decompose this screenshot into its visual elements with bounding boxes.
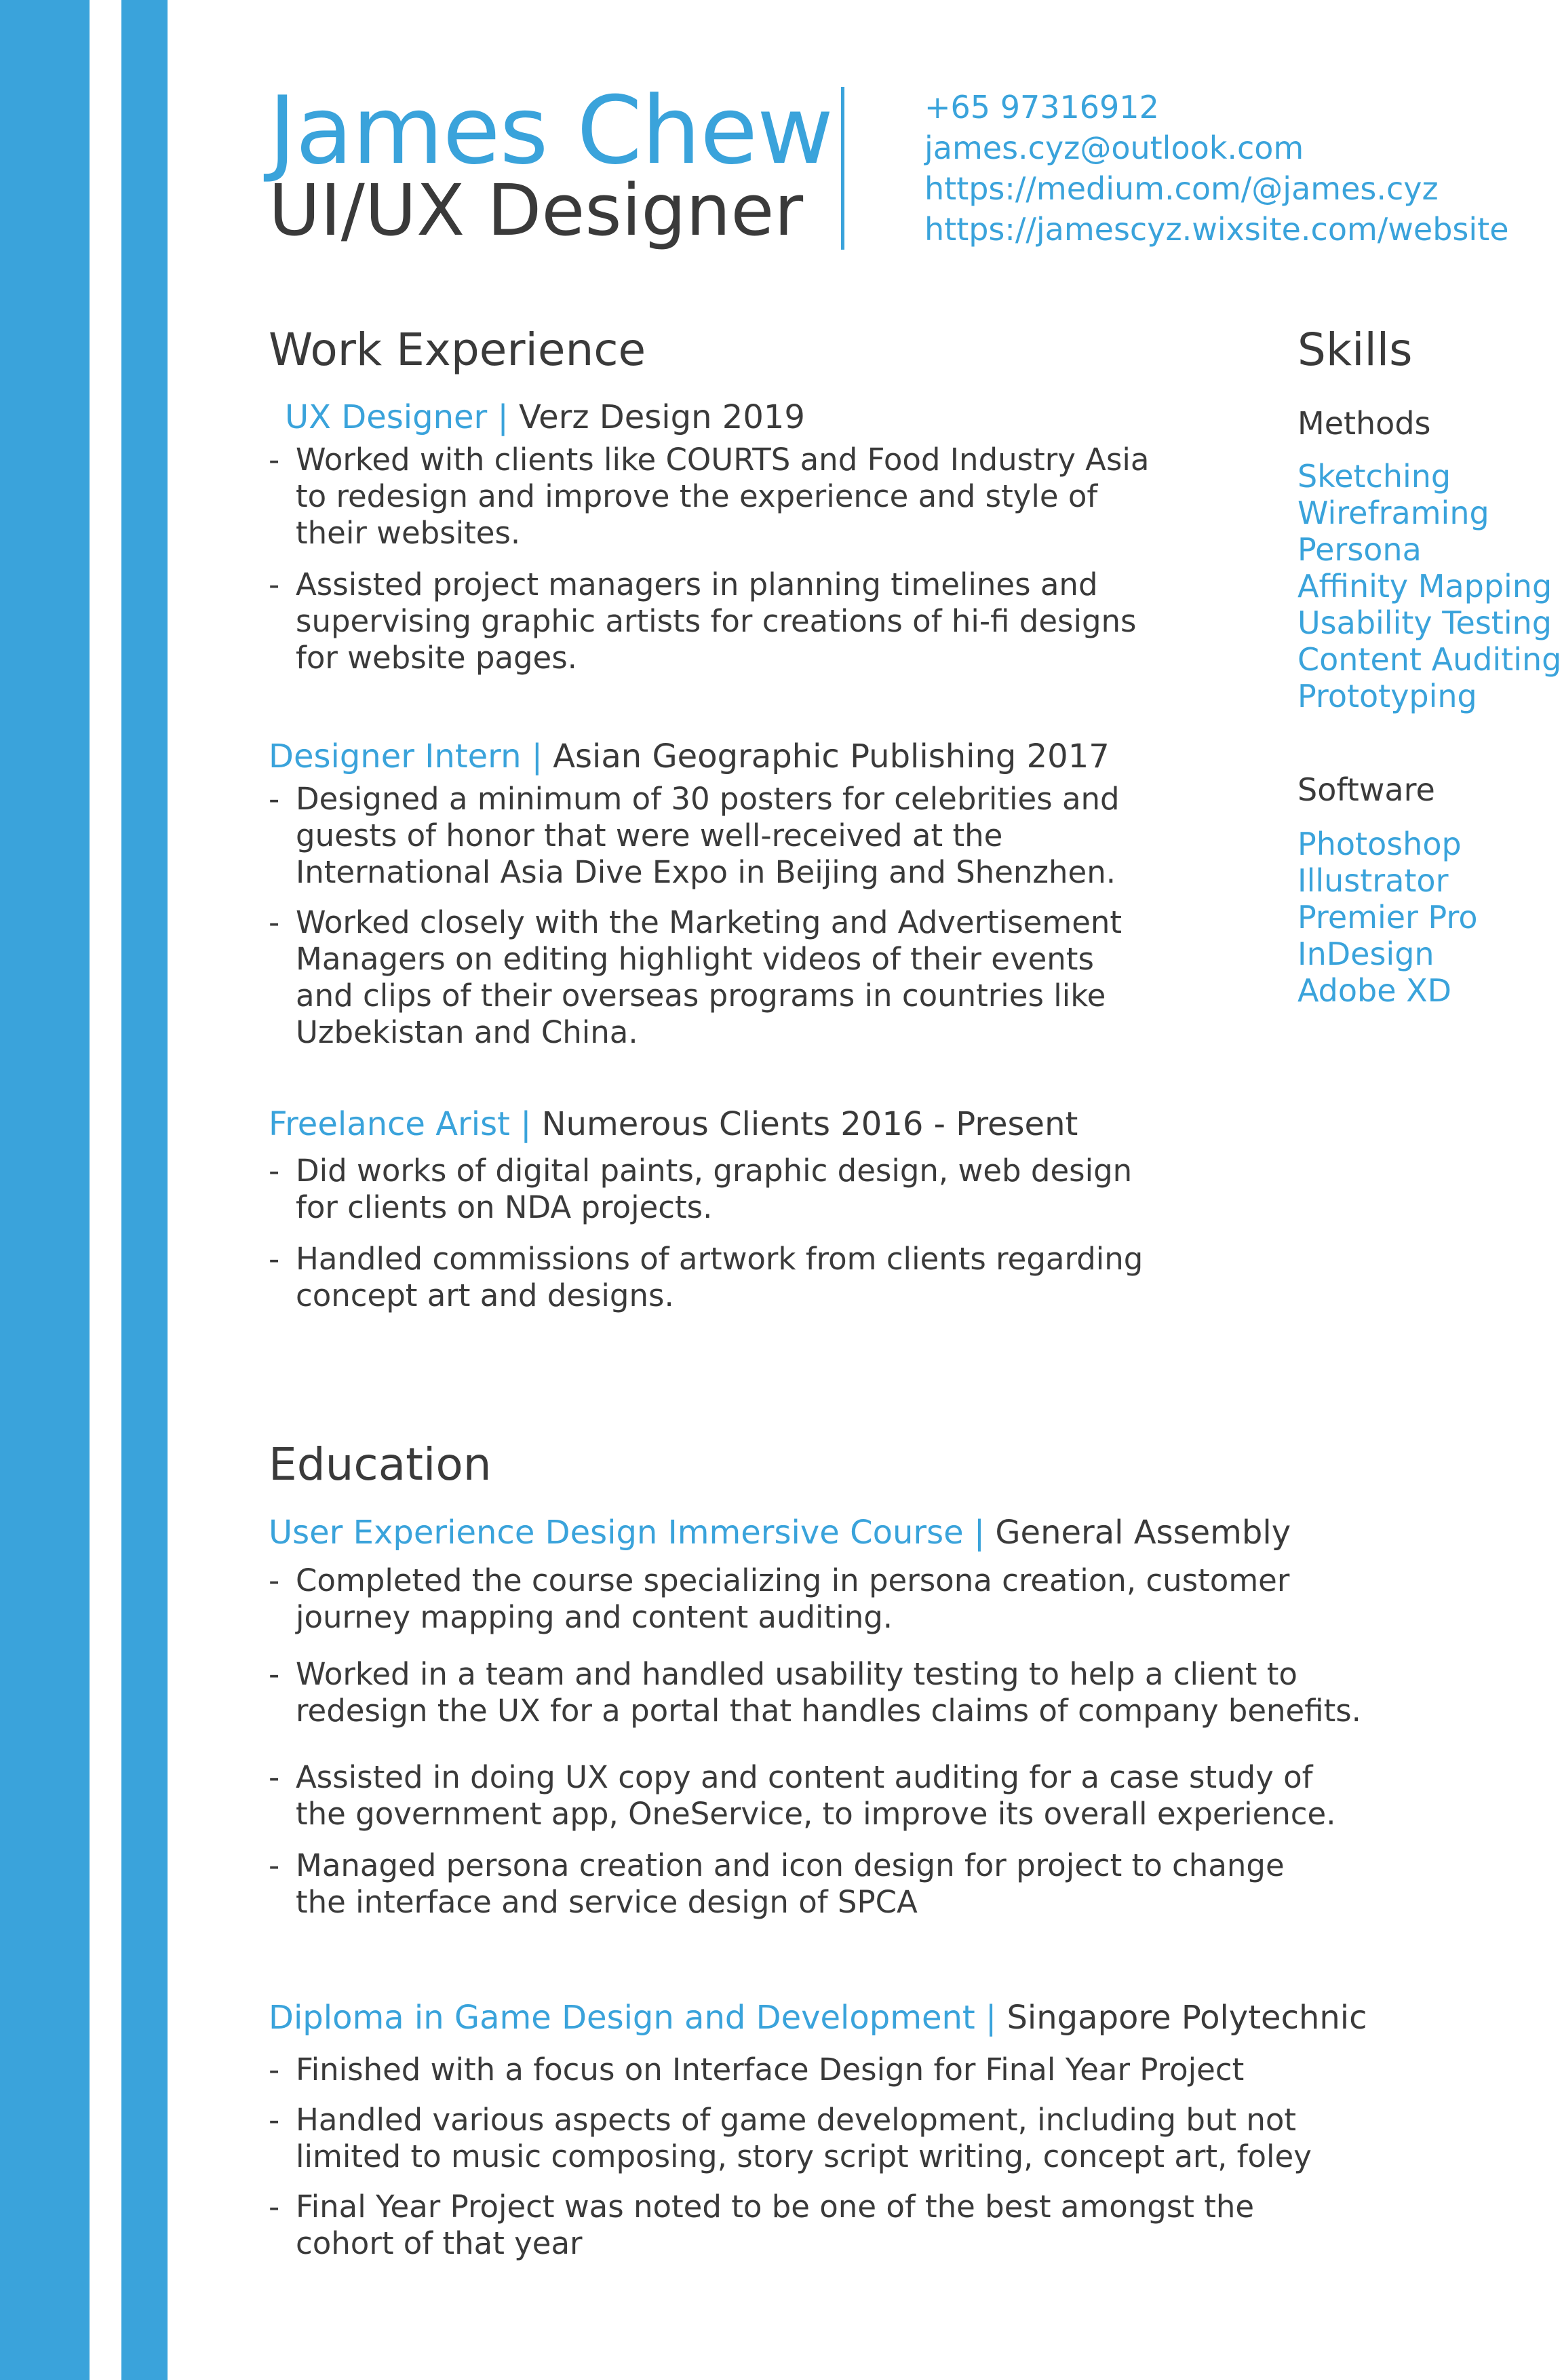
bullet-item [269,2189,1367,2262]
bullet-item [269,1847,1361,1921]
education-institution: Singapore Polytechnic [1007,1999,1367,2037]
bullet-item [269,2052,1367,2088]
job-organization: Asian Geographic Publishing 2017 [553,737,1110,775]
left-stripe-wide [0,0,90,2380]
bullet-item [269,442,1149,552]
candidate-name: James Chew [269,76,833,185]
work-experience-heading: Work Experience [269,324,646,376]
job-organization: Verz Design 2019 [518,398,805,436]
job-role: Designer Intern [269,737,522,775]
job-bullets [269,781,1122,1051]
email-link[interactable]: james.cyz@outlook.com [924,130,1304,166]
medium-link[interactable]: https://medium.com/@james.cyz [924,170,1439,207]
bullet-item [269,1153,1143,1226]
job-organization: Numerous Clients 2016 - Present [541,1105,1078,1143]
job-role: UX Designer [285,398,488,436]
bullet-item [269,567,1149,676]
job-heading [269,1104,1143,1145]
skill-item: Prototyping [1297,678,1477,714]
job-separator: | [520,1105,532,1143]
bullet-item [269,781,1122,891]
education-heading: Education [269,1438,492,1491]
bullet-line: their websites. [296,515,521,551]
bullet-line: the interface and service design of SPCA [296,1884,918,1920]
bullet-line: - Final Year Project was noted to be one of the best amongst the [296,2189,1255,2225]
skill-item: Sketching [1297,458,1451,495]
job-bullets [269,442,1149,676]
bullet-line: - Completed the course specializing in persona creation, customer [296,1562,1290,1598]
skill-item: Usability Testing [1297,604,1552,641]
job-separator: | [497,398,509,436]
bullet-line: International Asia Dive Expo in Beijing and Shenzhen. [296,854,1116,890]
bullet-line: supervising graphic artists for creations of hi-fi designs [296,603,1137,639]
skills-software [1297,770,1478,1009]
education-bullets [269,2052,1367,2262]
education-diploma [269,1997,1367,2262]
bullet-line: - Designed a minimum of 30 posters for celebrities and [296,781,1120,817]
skills-methods [1297,404,1561,714]
bullet-line: Managers on editing highlight videos of their events [296,941,1094,977]
bullet-line: - Finished with a focus on Interface Design for Final Year Project [296,2052,1245,2088]
education-heading-line [269,1997,1367,2038]
bullet-line: - Handled various aspects of game development, including but not [296,2102,1297,2138]
bullet-line: Uzbekistan and China. [296,1014,638,1050]
education-heading-line [269,1512,1361,1553]
bullet-line: and clips of their overseas programs in countries like [296,978,1106,1014]
software-list [1297,826,1478,1009]
education-separator: | [985,1999,997,2037]
job-designer-intern [269,736,1122,1051]
job-role: Freelance Arist [269,1105,510,1143]
skill-item: Adobe XD [1297,972,1452,1009]
skill-item: Photoshop [1297,826,1462,862]
job-ux-designer [269,397,1149,676]
bullet-line: - Assisted in doing UX copy and content auditing for a case study of [296,1759,1313,1795]
phone-number: +65 97316912 [924,89,1159,126]
education-bullets [269,1562,1361,1921]
bullet-item [269,904,1122,1051]
skill-item: InDesign [1297,936,1434,972]
bullet-item [269,1656,1361,1729]
skill-item: Affinity Mapping [1297,568,1553,604]
bullet-line: journey mapping and content auditing. [296,1599,893,1635]
bullet-item [269,1562,1361,1636]
bullet-item [269,1759,1361,1832]
methods-list [1297,458,1561,714]
job-separator: | [531,737,543,775]
header-divider [841,87,844,250]
candidate-title: UI/UX Designer [269,169,804,252]
bullet-line: cohort of that year [296,2225,583,2261]
skill-item: Content Auditing [1297,641,1562,678]
bullet-item [269,2102,1367,2175]
skill-item: Premier Pro [1297,899,1478,936]
methods-label: Methods [1297,405,1431,442]
education-program: User Experience Design Immersive Course [269,1514,964,1552]
bullet-line: - Worked with clients like COURTS and Food Industry Asia [296,442,1150,478]
education-program: Diploma in Game Design and Development [269,1999,975,2037]
skill-item: Wireframing [1297,495,1489,531]
job-heading [269,397,1149,438]
software-label: Software [1297,771,1435,808]
bullet-line: - Managed persona creation and icon design for project to change [296,1847,1285,1883]
bullet-line: - Worked in a team and handled usability testing to help a client to [296,1656,1297,1692]
bullet-line: limited to music composing, story script writing, concept art, foley [296,2138,1312,2174]
bullet-item [269,1241,1143,1314]
bullet-line: - Did works of digital paints, graphic design, web design [296,1153,1133,1189]
bullet-line: concept art and designs. [296,1278,674,1313]
bullet-line: for website pages. [296,640,577,676]
bullet-line: guests of honor that were well-received at the [296,818,1003,853]
bullet-line: - Worked closely with the Marketing and Advertisement [296,904,1122,940]
bullet-line: - Handled commissions of artwork from clients regarding [296,1241,1144,1277]
website-link[interactable]: https://jamescyz.wixsite.com/website [924,211,1509,248]
bullet-line: redesign the UX for a portal that handles claims of company benefits. [296,1693,1361,1729]
left-stripe-narrow [121,0,168,2380]
bullet-line: - Assisted project managers in planning timelines and [296,567,1098,602]
skill-item: Persona [1297,531,1422,568]
education-separator: | [973,1514,985,1552]
education-institution: General Assembly [995,1514,1291,1552]
education-ux-course [269,1512,1361,1921]
bullet-line: for clients on NDA projects. [296,1189,713,1225]
skill-item: Illustrator [1297,862,1449,899]
bullet-line: the government app, OneService, to improve its overall experience. [296,1796,1336,1832]
job-freelance-artist [269,1104,1143,1314]
contact-info [924,87,1509,250]
job-heading [269,736,1122,777]
skills-heading: Skills [1297,324,1413,376]
job-bullets [269,1153,1143,1314]
bullet-line: to redesign and improve the experience and style of [296,478,1098,514]
